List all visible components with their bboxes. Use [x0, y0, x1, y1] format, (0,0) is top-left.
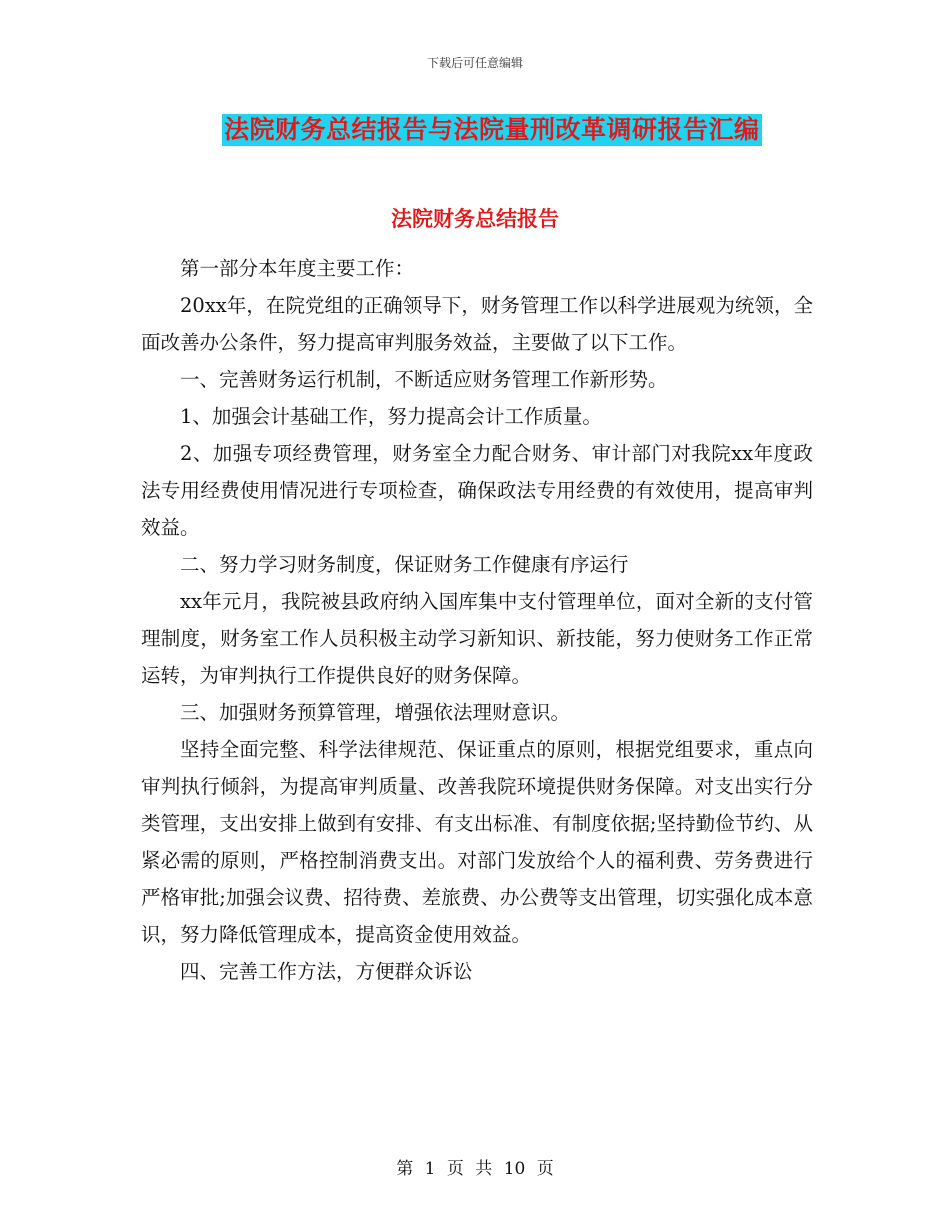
paragraph: 1、加强会计基础工作，努力提高会计工作质量。	[180, 405, 602, 428]
paragraph: 20xx年，在院党组的正确领导下，财务管理工作以科学进展观为统领，全面改善办公条件，努力提高审判服务效益，主要做了以下工作。	[141, 294, 813, 354]
page-header-note: 下载后可任意编辑	[426, 56, 523, 70]
paragraph: 二、努力学习财务制度，保证财务工作健康有序运行	[180, 553, 629, 576]
paragraph: 2、加强专项经费管理，财务室全力配合财务、审计部门对我院xx年度政法专用经费使用情况进行专项检查，确保政法专用经费的有效使用，提高审判效益。	[141, 442, 813, 539]
paragraph: 四、完善工作方法，方便群众诉讼	[180, 960, 473, 983]
paragraph: 第一部分本年度主要工作：	[180, 257, 415, 280]
paragraph: xx年元月，我院被县政府纳入国库集中支付管理单位，面对全新的支付管理制度，财务室工作人员积极主动学习新知识、新技能，努力使财务工作正常运转，为审判执行工作提供良好的财务保障。	[141, 590, 813, 687]
page-number-footer: 第 1 页 共 10 页	[396, 1159, 554, 1179]
document-body	[141, 250, 813, 990]
section-title: 法院财务总结报告	[391, 207, 559, 231]
paragraph: 坚持全面完整、科学法律规范、保证重点的原则，根据党组要求，重点向审判执行倾斜，为提高审判质量、改善我院环境提供财务保障。对支出实行分类管理，支出安排上做到有安排、有支出标准、有制度依据;坚持勤俭节约、从紧必需的原则，严格控制消费支出。对部门发放给个人的福利费、劳务费进行严格审批;加强会议费、招待费、差旅费、办公费等支出管理，切实强化成本意识，努力降低管理成本，提高资金使用效益。	[141, 738, 813, 946]
paragraph: 三、加强财务预算管理，增强依法理财意识。	[180, 701, 571, 724]
document-title: 法院财务总结报告与法院量刑改革调研报告汇编	[224, 115, 760, 144]
paragraph: 一、完善财务运行机制，不断适应财务管理工作新形势。	[180, 368, 668, 391]
